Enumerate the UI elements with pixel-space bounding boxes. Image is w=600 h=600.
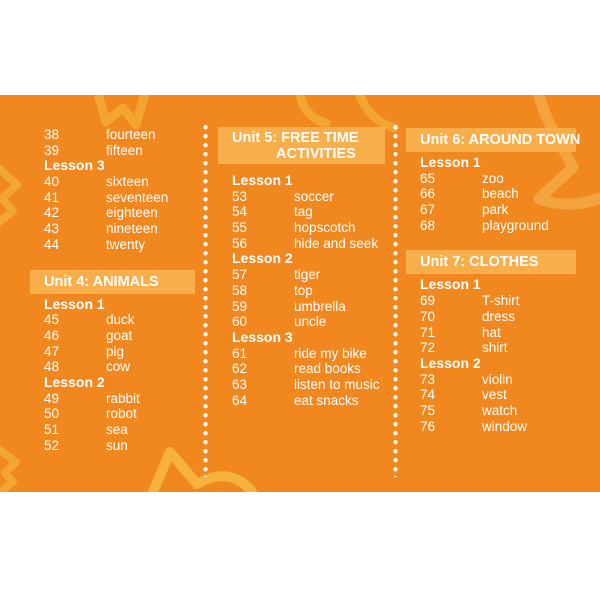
entry-number: 45 — [44, 312, 60, 328]
vocab-entry — [218, 283, 385, 299]
entry-number: 62 — [232, 361, 248, 377]
unit-header-label: Unit 7: CLOTHES — [420, 254, 539, 271]
entry-number: 51 — [44, 422, 60, 437]
entry-number: 58 — [232, 282, 248, 298]
entry-number: 43 — [44, 221, 60, 237]
vocab-entry — [30, 143, 195, 159]
lesson-header: Lesson 2 — [420, 354, 481, 371]
vocab-entry — [406, 325, 576, 341]
vocab-entry — [406, 372, 576, 388]
entry-number: 42 — [44, 205, 60, 221]
entry-number: 61 — [232, 345, 248, 361]
entry-number: 76 — [420, 418, 436, 434]
vocab-entry — [218, 220, 385, 236]
entry-word: hide and seek — [294, 235, 379, 251]
entry-number: 40 — [44, 174, 60, 190]
vocab-entry — [30, 438, 195, 454]
entry-number: 56 — [232, 235, 248, 251]
entry-number: 39 — [44, 142, 60, 158]
entry-number: 53 — [232, 188, 248, 204]
vocab-column-left — [30, 127, 195, 453]
vocab-entry — [406, 186, 576, 202]
vocabulary-list-sheet — [0, 95, 600, 492]
entry-word: hat — [482, 324, 501, 340]
vocab-entry — [218, 236, 385, 252]
unit-header — [406, 250, 576, 274]
unit-header-label: Unit 6: AROUND TOWN — [420, 132, 581, 148]
entry-number: 41 — [44, 189, 60, 205]
vocab-entry — [30, 237, 195, 253]
entry-word: umbrella — [294, 298, 346, 314]
entry-word: rabbit — [106, 390, 140, 406]
entry-word: zoo — [482, 170, 504, 186]
vocab-entry — [218, 346, 385, 362]
vocab-column-right — [406, 128, 581, 434]
dotted-divider-left — [203, 125, 208, 477]
entry-word: robot — [106, 406, 137, 422]
entry-number: 68 — [420, 217, 436, 233]
lesson-header: Lesson 3 — [232, 328, 293, 345]
star-outline-left-middle-icon — [0, 164, 17, 226]
entry-number: 52 — [44, 437, 60, 453]
entry-word: tiger — [294, 267, 321, 283]
lesson-header: Lesson 1 — [232, 172, 293, 188]
entry-number: 47 — [44, 343, 60, 359]
entry-word: nineteen — [106, 221, 158, 237]
unit-header-label: Unit 5: FREE TIME — [232, 129, 359, 146]
entry-word: park — [482, 202, 509, 218]
entry-word: twenty — [106, 236, 146, 252]
entry-number: 55 — [232, 220, 248, 236]
vocab-entry — [218, 377, 385, 393]
unit-header — [406, 128, 581, 152]
vocab-entry — [30, 312, 195, 328]
entry-number: 71 — [420, 324, 436, 340]
star-outline-top-middle-fragment-icon — [299, 95, 326, 123]
vocab-entry — [218, 204, 385, 220]
entry-word: ride my bike — [294, 345, 367, 361]
entry-word: listen to music — [294, 376, 380, 392]
entry-word: shirt — [482, 340, 508, 356]
entry-word: goat — [106, 327, 133, 343]
entry-number: 44 — [44, 236, 60, 252]
entry-number: 63 — [232, 376, 248, 392]
vocab-entry — [406, 171, 576, 187]
vocab-entry — [406, 387, 576, 403]
vocab-entry — [30, 406, 195, 422]
entry-word: window — [482, 418, 528, 434]
entry-number: 66 — [420, 186, 436, 202]
vocab-column-middle — [218, 127, 385, 408]
vocab-entry — [218, 314, 385, 330]
star-outline-top-middle-fragment2-icon — [356, 95, 394, 128]
entry-word: fifteen — [106, 142, 143, 158]
unit-header-label-line2: ACTIVITIES — [276, 146, 356, 162]
vocab-entry — [406, 293, 576, 309]
entry-number: 59 — [232, 298, 248, 314]
dotted-divider-right — [393, 125, 398, 477]
vocab-entry — [30, 344, 195, 360]
entry-number: 46 — [44, 327, 60, 343]
vocab-entry — [406, 309, 576, 325]
entry-word: sun — [106, 437, 128, 453]
entry-number: 57 — [232, 267, 248, 283]
vocab-entry — [30, 391, 195, 407]
vocab-entry — [30, 127, 195, 143]
entry-number: 75 — [420, 402, 436, 418]
unit-header — [218, 127, 385, 164]
lesson-header: Lesson 1 — [420, 154, 481, 170]
vocab-entry — [30, 205, 195, 221]
entry-number: 50 — [44, 406, 60, 422]
vocab-entry — [30, 328, 195, 344]
entry-word: beach — [482, 186, 519, 202]
entry-word: soccer — [294, 188, 334, 204]
entry-number: 65 — [420, 170, 436, 186]
entry-number: 74 — [420, 387, 436, 403]
vocab-entry — [406, 419, 576, 435]
entry-word: uncle — [294, 314, 327, 330]
entry-number: 70 — [420, 308, 436, 324]
lesson-header: Lesson 2 — [232, 250, 293, 267]
entry-number: 49 — [44, 390, 60, 406]
entry-word: seventeen — [106, 189, 169, 205]
entry-word: eighteen — [106, 205, 158, 221]
entry-word: watch — [482, 402, 518, 418]
vocab-entry — [406, 340, 576, 356]
entry-word: hopscotch — [294, 220, 356, 236]
vocab-entry — [218, 299, 385, 315]
vocab-entry — [218, 361, 385, 377]
entry-word: duck — [106, 312, 135, 328]
vocab-entry — [218, 267, 385, 283]
unit-header-label: Unit 4: ANIMALS — [44, 273, 159, 290]
entry-number: 54 — [232, 204, 248, 220]
entry-number: 73 — [420, 371, 436, 387]
vocab-entry — [30, 190, 195, 206]
lesson-header: Lesson 3 — [44, 157, 105, 174]
entry-word: dress — [482, 308, 516, 324]
entry-word: tag — [294, 204, 313, 220]
entry-number: 60 — [232, 314, 248, 330]
lesson-header: Lesson 1 — [420, 276, 481, 293]
vocab-entry — [30, 359, 195, 375]
entry-number: 67 — [420, 202, 436, 218]
vocab-entry — [406, 202, 576, 218]
entry-word: sixteen — [106, 174, 149, 190]
entry-word: playground — [482, 217, 549, 233]
vocab-entry — [218, 189, 385, 205]
vocab-entry — [406, 218, 576, 234]
entry-word: pig — [106, 343, 125, 359]
entry-word: cow — [106, 359, 131, 375]
entry-word: eat snacks — [294, 392, 359, 408]
entry-word: top — [294, 282, 313, 298]
vocab-entry — [218, 393, 385, 409]
entry-word: sea — [106, 422, 128, 437]
lesson-header: Lesson 2 — [44, 373, 105, 390]
star-outline-top-left-icon — [96, 95, 147, 125]
entry-number: 38 — [44, 127, 60, 142]
entry-number: 64 — [232, 392, 248, 408]
entry-word: fourteen — [106, 127, 156, 142]
entry-word: violin — [482, 371, 513, 387]
vocab-entry — [30, 422, 195, 438]
entry-word: read books — [294, 361, 361, 377]
entry-word: T-shirt — [482, 293, 520, 309]
star-outline-bottom-left-icon — [0, 446, 16, 492]
vocab-entry — [406, 403, 576, 419]
entry-number: 69 — [420, 293, 436, 309]
entry-word: vest — [482, 387, 507, 403]
vocab-entry — [30, 221, 195, 237]
entry-number: 48 — [44, 359, 60, 375]
vocab-entry — [30, 174, 195, 190]
lesson-header: Lesson 1 — [44, 295, 105, 312]
entry-number: 72 — [420, 340, 436, 356]
unit-header — [30, 270, 195, 294]
